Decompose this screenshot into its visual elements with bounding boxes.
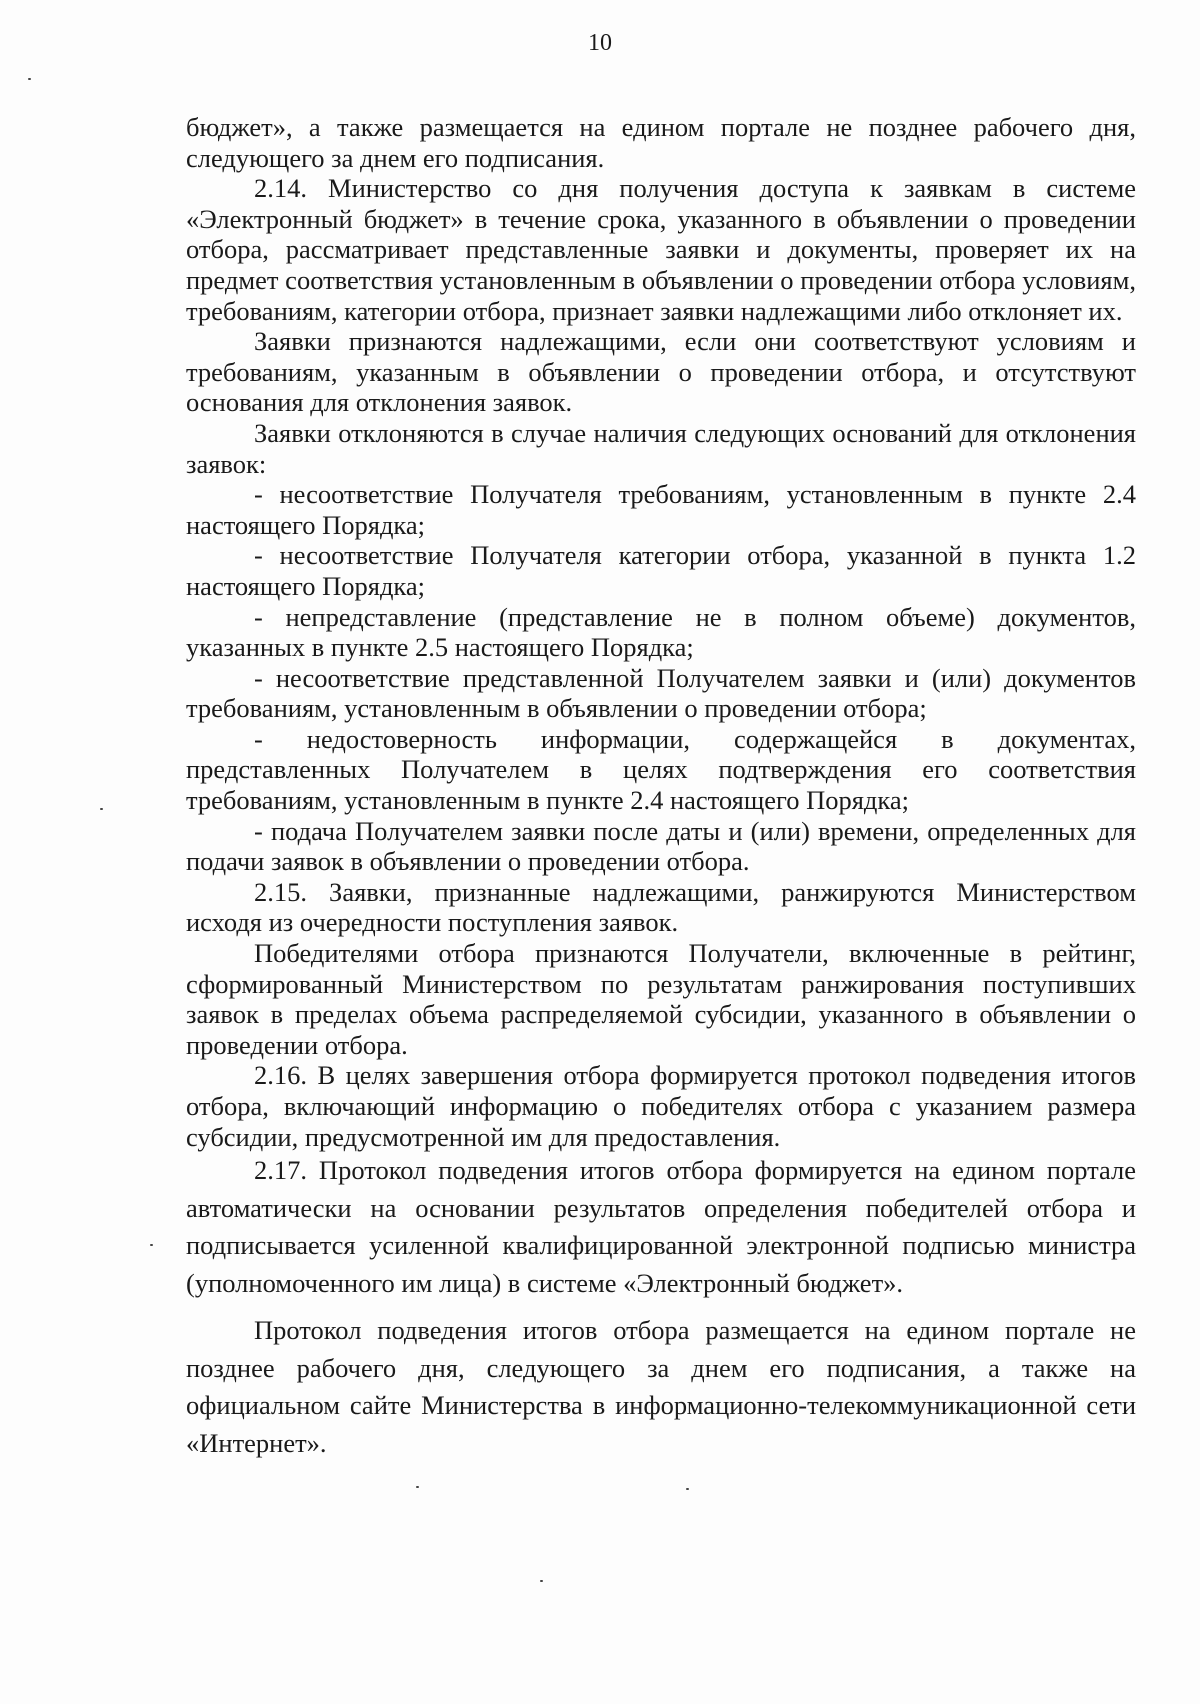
document-body [186, 112, 1136, 1462]
page-number: 10 [588, 30, 612, 56]
paragraph-winners: Победителями отбора признаются Получатели, включенные в рейтинг, сформированный Министерством по результатам ранжирования поступивших заявок в пределах объема распределяемой субсидии, указанного в объявлении о проведении отбора. [186, 938, 1136, 1060]
list-item-noncompliance-application: - несоответствие представленной Получателем заявки и (или) документов требованиям, установленным в объявлении о проведении отбора; [186, 662, 1136, 724]
paragraph-2-16: 2.16. В целях завершения отбора формируется протокол подведения итогов отбора, включающий информацию о победителях отбора с указанием размера субсидии, предусмотренной им для предоставления. [186, 1060, 1136, 1152]
scan-speck [28, 78, 31, 80]
scan-speck [416, 1486, 419, 1488]
list-item-noncompliance-requirements: - несоответствие Получателя требованиям, установленным в пункте 2.4 настоящего Порядка; [186, 479, 1136, 540]
list-item-missing-documents: - непредставление (представление не в полном объеме) документов, указанных в пункте 2.5 настоящего Порядка; [186, 601, 1136, 663]
paragraph-2-15: 2.15. Заявки, признанные надлежащими, ранжируются Министерством исходя из очередности поступления заявок. [186, 876, 1136, 938]
paragraph-applications-proper: Заявки признаются надлежащими, если они соответствуют условиям и требованиям, указанным в объявлении о проведении отбора, и отсутствуют основания для отклонения заявок. [186, 326, 1136, 418]
paragraph-2-17: 2.17. Протокол подведения итогов отбора формируется на едином портале автоматически на основании результатов определения победителей отбора и подписывается усиленной квалифицированной электронной подписью министра (уполномоченного им лица) в системе «Электронный бюджет». [186, 1155, 1136, 1298]
scan-speck [150, 1244, 153, 1246]
paragraph-continuation: бюджет», а также размещается на едином портале не позднее рабочего дня, следующего за днем его подписания. [186, 112, 1136, 173]
scan-speck [540, 1580, 543, 1582]
list-item-unreliable-information: - недостоверность информации, содержащейся в документах, представленных Получателем в целях подтверждения его соответствия требованиям, установленным в пункте 2.4 настоящего Порядка; [186, 723, 1136, 816]
list-item-noncompliance-category: - несоответствие Получателя категории отбора, указанной в пункта 1.2 настоящего Порядка; [186, 540, 1136, 601]
paragraph-protocol-publication: Протокол подведения итогов отбора размещается на едином портале не позднее рабочего дня, следующего за днем его подписания, а также на официальном сайте Министерства в информационно-телекоммуникационной сети «Интернет». [186, 1315, 1136, 1458]
scan-speck [686, 1488, 689, 1490]
paragraph-rejection-grounds: Заявки отклоняются в случае наличия следующих оснований для отклонения заявок: [186, 417, 1136, 479]
scan-speck [100, 808, 103, 810]
list-item-late-submission: - подача Получателем заявки после даты и (или) времени, определенных для подачи заявок в объявлении о проведении отбора. [186, 815, 1136, 877]
paragraph-2-14: 2.14. Министерство со дня получения доступа к заявкам в системе «Электронный бюджет» в течение срока, указанного в объявлении о проведении отбора, рассматривает представленные заявки и документы, проверяет их на предмет соответствия установленным в объявлении о проведении отбора условиям, требованиям, категории отбора, признает заявки надлежащими либо отклоняет их. [186, 173, 1136, 326]
